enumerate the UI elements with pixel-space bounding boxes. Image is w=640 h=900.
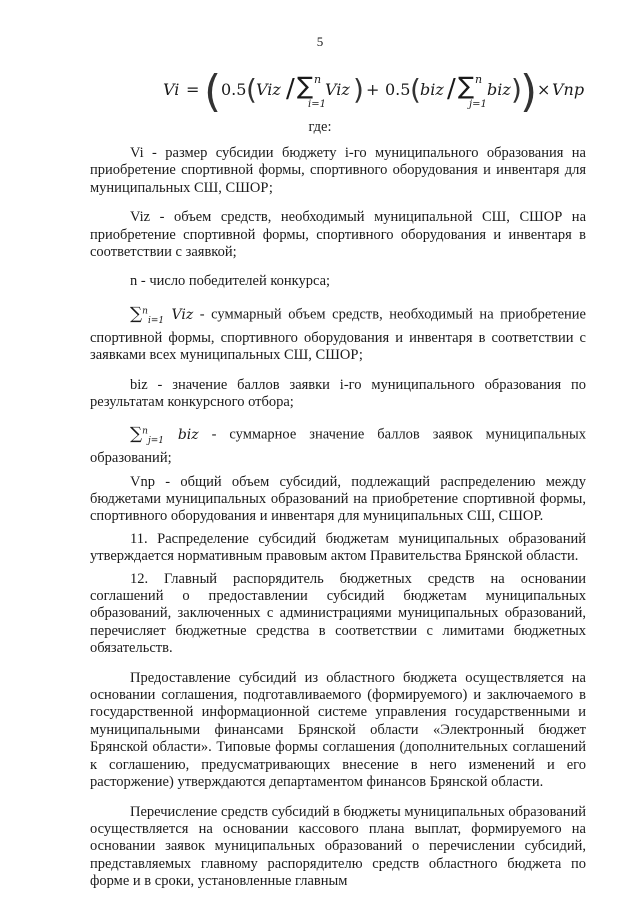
formula-close-paren-1: ) bbox=[353, 73, 364, 106]
definition-n: n - число победителей конкурса; bbox=[130, 273, 331, 290]
formula-sum-1-arg: Viz bbox=[325, 80, 350, 99]
formula-slash-1: / bbox=[286, 74, 295, 104]
formula-open-paren: ( bbox=[204, 66, 222, 117]
definition-biz: biz - значение баллов заявки i-го муниципального образования по результатам конкурсного отбора; bbox=[90, 376, 586, 410]
page-number: 5 bbox=[316, 34, 324, 49]
formula-sum-2: ∑ bbox=[458, 72, 475, 100]
definition-sum-biz bbox=[90, 423, 586, 467]
formula-equals: = bbox=[186, 80, 200, 99]
definition-vnp: Vnp - общий объем субсидий, подлежащий распределению между бюджетами муниципальных образований на приобретение спортивной формы, спортивного оборудования и инвентаря для муниципальных СШ, СШОР. bbox=[90, 473, 586, 525]
subsidy-formula bbox=[0, 68, 640, 116]
definition-viz: Viz - объем средств, необходимый муниципальной СШ, СШОР на приобретение спортивной формы, спортивного оборудования и инвентаря в соответствии с заявкой; bbox=[90, 209, 586, 261]
formula-close-paren-2: ) bbox=[511, 73, 522, 106]
formula-slash-2: / bbox=[447, 74, 456, 104]
formula-tail: Vnp bbox=[552, 80, 585, 99]
sum-biz-text: - суммарное значение баллов заявок муниципальных образований; bbox=[90, 426, 586, 467]
formula-sum-1: ∑ bbox=[297, 72, 314, 100]
formula-close-paren: ) bbox=[520, 66, 538, 117]
formula-sum-2-upper: n bbox=[475, 73, 483, 86]
formula-sum-2-lower: j=1 bbox=[469, 99, 487, 110]
formula-plus: + bbox=[366, 80, 380, 99]
formula-numerator-1: Viz bbox=[256, 80, 281, 99]
formula-sum-2-arg: biz bbox=[487, 80, 511, 99]
definition-vi: Vi - размер субсидии бюджету i-го муниципального образования на приобретение спортивной формы, спортивного оборудования и инвентаря для муниципальных СШ, СШОР; bbox=[90, 145, 586, 196]
where-label: где: bbox=[308, 119, 332, 135]
formula-sum-1-lower: i=1 bbox=[308, 99, 326, 110]
formula-numerator-2: biz bbox=[420, 80, 444, 99]
paragraph-11: 11. Распределение субсидий бюджетам муниципальных образований утверждается нормативным правовым актом Правительства Брянской области. bbox=[90, 530, 586, 565]
sum-viz-text: - суммарный объем средств, необходимый на приобретение спортивной формы, спортивного оборудования и инвентаря в соответствии с заявками всех муниципальных СШ, СШОР; bbox=[90, 306, 586, 364]
body-text bbox=[90, 145, 586, 891]
formula-sum-1-upper: n bbox=[314, 73, 322, 86]
paragraph-provision: Предоставление субсидий из областного бюджета осуществляется на основании соглашения, подготавливаемого (формируемого) и заключаемого в государственной информационной системе управления государственными и муниципальными финансами Брянской области «Электронный бюджет Брянской области». Типовые формы соглашения (дополнительных соглашений к соглашению, предусматривающих внесение в него изменений и его расторжение) утверждаются департаментом финансов Брянской области. bbox=[90, 669, 586, 791]
definition-sum-viz bbox=[90, 303, 586, 365]
paragraph-transfer: Перечисление средств субсидий в бюджеты муниципальных образований осуществляется на основании кассового плана выплат, формируемого на основании заявок муниципальных образований о перечислении субсидий, представляемых главному распорядителю средств областного бюджета по форме и в сроки, установленные главным bbox=[90, 803, 586, 890]
formula-coef-1: 0.5 bbox=[221, 80, 247, 99]
sum-viz-symbol: ∑$^n_{i=1}$ Viz bbox=[130, 303, 194, 326]
formula-coef-2: 0.5 bbox=[385, 80, 411, 99]
paragraph-12: 12. Главный распорядитель бюджетных средств на основании соглашений о предоставлении субсидий бюджетам муниципальных образований, заключенных с администрациями муниципальных образований, перечисляет бюджетные средства в соответствии с лимитами бюджетных обязательств. bbox=[90, 570, 586, 657]
formula-open-paren-2: ( bbox=[410, 73, 421, 106]
sum-biz-symbol: ∑$^n_{j=1}$ biz bbox=[130, 423, 199, 446]
formula-open-paren-1: ( bbox=[246, 73, 257, 106]
formula-lhs: Vi bbox=[163, 80, 180, 99]
formula-times: × bbox=[537, 80, 551, 99]
